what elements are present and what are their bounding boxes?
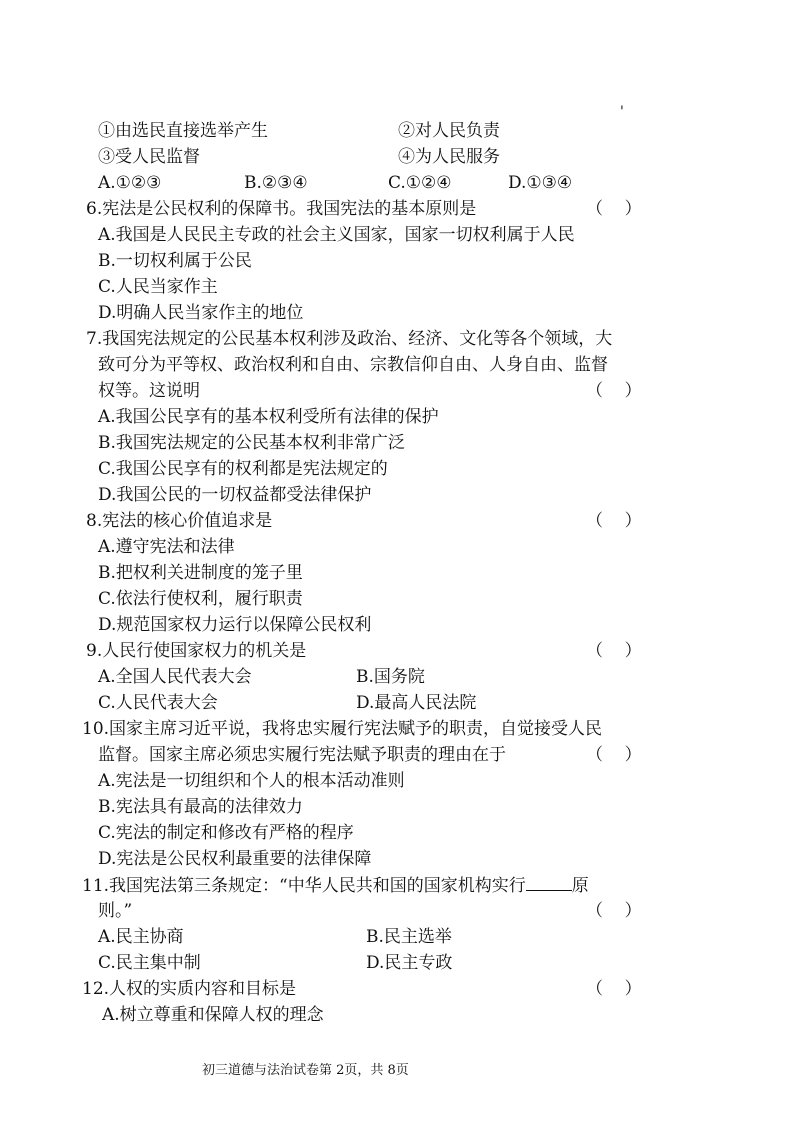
q5-statement-2: ②对人民负责 [398, 121, 500, 141]
q7-stem-line-2: 致可分为平等权、政治权利和自由、宗教信仰自由、人身自由、监督 [98, 355, 608, 375]
q7-stem-line-3: 权等。这说明 [98, 381, 200, 401]
q10-option-a: A.宪法是一切组织和个人的根本活动准则 [98, 771, 405, 791]
q10-option-b: B.宪法具有最高的法律效力 [98, 797, 303, 817]
q5-option-a: A.①②③ [98, 173, 162, 193]
q10-option-d: D.宪法是公民权利最重要的法律保障 [98, 849, 372, 869]
q7-option-a: A.我国公民享有的基本权利受所有法律的保护 [98, 407, 439, 427]
q7-stem-line-1: 7.我国宪法规定的公民基本权利涉及政治、经济、文化等各个领域，大 [86, 329, 613, 349]
q7-option-c: C.我国公民享有的权利都是宪法规定的 [98, 459, 388, 479]
q8-answer-paren: （ ） [586, 511, 642, 531]
stray-mark: ' [620, 104, 624, 120]
q9-option-a: A.全国人民代表大会 [98, 667, 252, 687]
q8-option-a: A.遵守宪法和法律 [98, 537, 235, 557]
q11-option-b: B.民主选举 [366, 927, 452, 947]
q5-option-c: C.①②④ [388, 173, 452, 193]
q11-fill-blank[interactable] [526, 874, 572, 891]
q8-stem: 8.宪法的核心价值追求是 [86, 511, 273, 531]
q7-option-d: D.我国公民的一切权益都受法律保护 [98, 485, 372, 505]
q8-option-c: C.依法行使权利，履行职责 [98, 589, 303, 609]
q12-answer-paren: （ ） [586, 979, 642, 999]
q6-option-b: B.一切权利属于公民 [98, 251, 252, 271]
q11-answer-paren: （ ） [586, 901, 642, 921]
q6-option-d: D.明确人民当家作主的地位 [98, 303, 304, 323]
q5-option-d: D.①③④ [508, 173, 573, 193]
q10-option-c: C.宪法的制定和修改有严格的程序 [98, 823, 354, 843]
q11-stem-line-1 [82, 874, 589, 897]
q9-option-b: B.国务院 [356, 667, 425, 687]
q6-option-c: C.人民当家作主 [98, 277, 218, 297]
q11-option-a: A.民主协商 [98, 927, 184, 947]
q9-stem: 9.人民行使国家权力的机关是 [86, 641, 307, 661]
q6-option-a: A.我国是人民民主专政的社会主义国家，国家一切权利属于人民 [98, 225, 575, 245]
q7-option-b: B.我国宪法规定的公民基本权利非常广泛 [98, 433, 405, 453]
q8-option-b: B.把权利关进制度的笼子里 [98, 563, 303, 583]
q9-option-c: C.人民代表大会 [98, 693, 218, 713]
q10-stem-line-1: 10.国家主席习近平说，我将忠实履行宪法赋予的职责，自觉接受人民 [82, 719, 603, 739]
q11-stem-tail: 原 [571, 876, 589, 896]
q12-stem: 12.人权的实质内容和目标是 [82, 979, 297, 999]
q5-option-b: B.②③④ [244, 173, 308, 193]
page-footer: 初三道德与法治试卷第 2页，共 8页 [202, 1063, 409, 1078]
q11-stem-text: 11.我国宪法第三条规定：“中华人民共和国的国家机构实行 [82, 876, 526, 896]
q9-option-d: D.最高人民法院 [356, 693, 477, 713]
q8-option-d: D.规范国家权力运行以保障公民权利 [98, 615, 372, 635]
q12-option-a: A.树立尊重和保障人权的理念 [102, 1005, 324, 1025]
q11-stem-line-2: 则。” [98, 901, 133, 921]
q5-statement-3: ③受人民监督 [98, 147, 200, 167]
q10-stem-line-2: 监督。国家主席必须忠实履行宪法赋予职责的理由在于 [98, 745, 506, 765]
q6-stem: 6.宪法是公民权利的保障书。我国宪法的基本原则是 [86, 199, 477, 219]
q11-option-c: C.民主集中制 [98, 953, 201, 973]
q5-statement-4: ④为人民服务 [398, 147, 500, 167]
q7-answer-paren: （ ） [586, 381, 642, 401]
q5-statement-1: ①由选民直接选举产生 [98, 121, 268, 141]
q10-answer-paren: （ ） [586, 745, 642, 765]
q11-option-d: D.民主专政 [366, 953, 453, 973]
q6-answer-paren: （ ） [586, 199, 642, 219]
q9-answer-paren: （ ） [586, 641, 642, 661]
